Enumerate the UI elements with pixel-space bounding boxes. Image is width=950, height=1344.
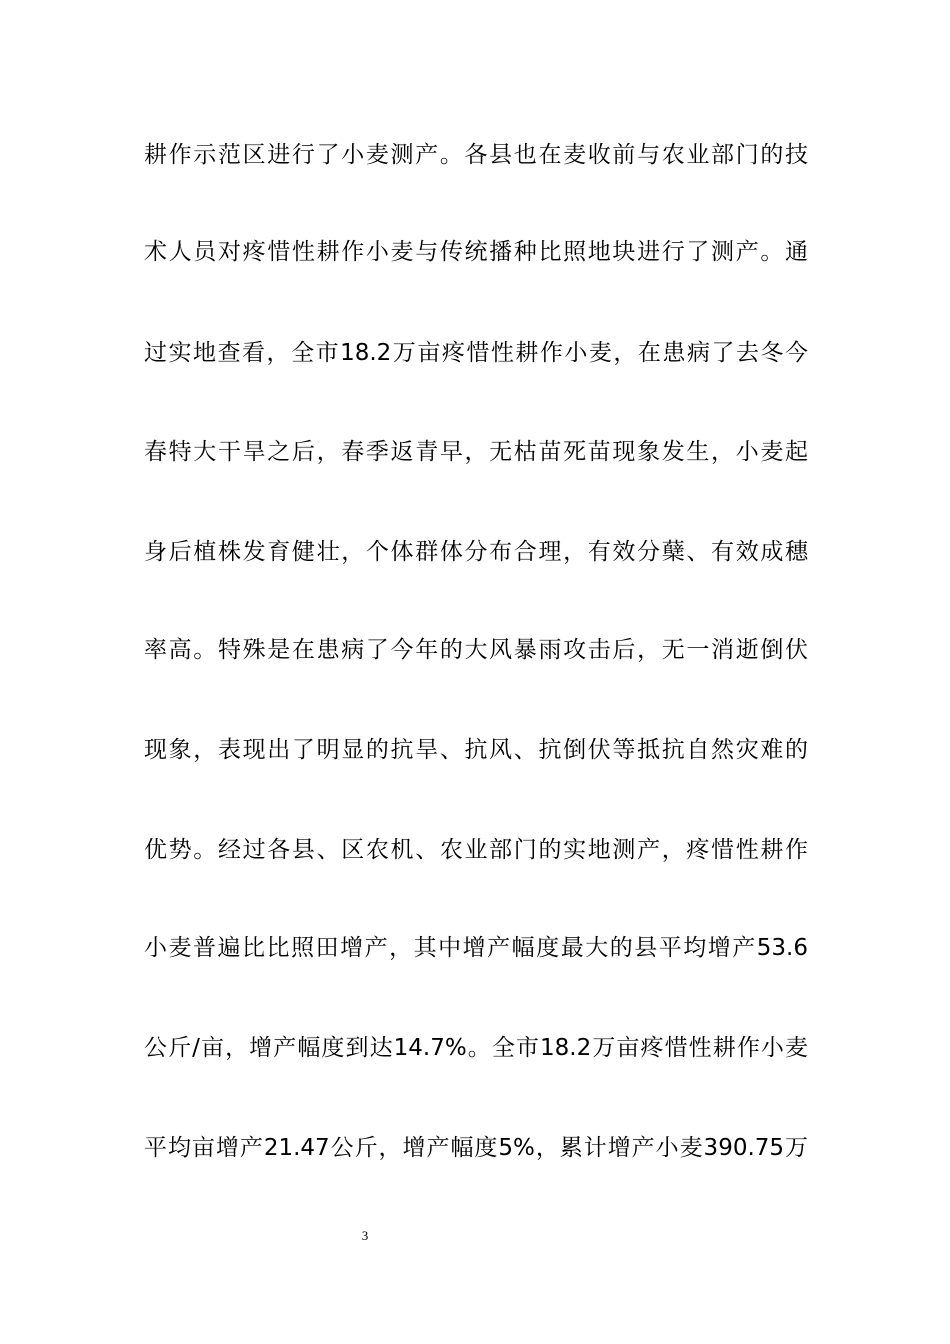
body-text-line: 耕作示范区进行了小麦测产。各县也在麦收前与农业部门的技 <box>144 142 808 168</box>
body-text-line: 公斤/亩，增产幅度到达14.7%。全市18.2万亩疼惜性耕作小麦 <box>144 1035 808 1061</box>
body-text-line: 过实地查看，全市18.2万亩疼惜性耕作小麦，在患病了去冬今 <box>144 340 808 366</box>
body-text-line: 小麦普遍比比照田增产，其中增产幅度最大的县平均增产53.6 <box>144 935 808 961</box>
page-number: 3 <box>361 1228 369 1243</box>
body-text-line: 身后植株发育健壮，个体群体分布合理，有效分蘖、有效成穗 <box>144 539 808 565</box>
body-text-line: 优势。经过各县、区农机、农业部门的实地测产，疼惜性耕作 <box>144 837 808 863</box>
body-text-line: 平均亩增产21.47公斤，增产幅度5%，累计增产小麦390.75万 <box>144 1135 808 1161</box>
body-text-line: 春特大干旱之后，春季返青早，无枯苗死苗现象发生，小麦起 <box>144 439 808 465</box>
body-text-line: 术人员对疼惜性耕作小麦与传统播种比照地块进行了测产。通 <box>144 239 808 265</box>
body-text-line: 率高。特殊是在患病了今年的大风暴雨攻击后，无一消逝倒伏 <box>144 637 808 663</box>
body-text-line: 现象，表现出了明显的抗旱、抗风、抗倒伏等抵抗自然灾难的 <box>144 737 808 763</box>
